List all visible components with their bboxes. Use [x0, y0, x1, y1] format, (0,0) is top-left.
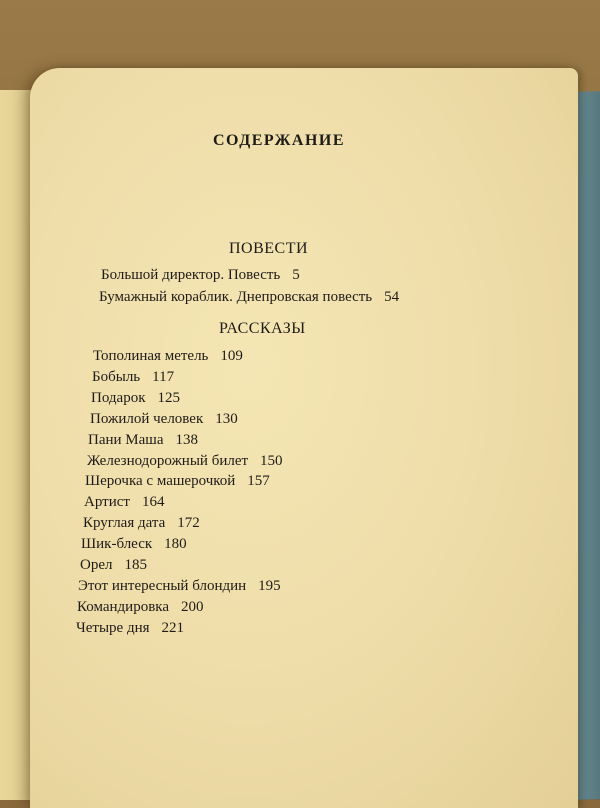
toc-entry — [93, 348, 243, 365]
toc-entry-title: Круглая дата — [83, 515, 166, 531]
toc-entry-page: 157 — [247, 473, 270, 489]
toc-entry — [101, 267, 300, 284]
toc-entry-page: 109 — [220, 348, 243, 364]
toc-entry-title: Этот интересный блондин — [78, 578, 247, 594]
toc-entry — [99, 289, 399, 306]
toc-entry-page: 164 — [141, 494, 165, 510]
toc-entry-title: Большой директор. Повесть — [101, 267, 281, 283]
toc-entry-page: 130 — [215, 411, 238, 427]
toc-entry — [91, 390, 180, 407]
toc-entry-page: 180 — [164, 536, 187, 552]
toc-entry-title: Бобыль — [92, 369, 141, 385]
section-heading-povesti: ПОВЕСТИ — [229, 240, 309, 257]
toc-entry-title: Бумажный кораблик. Днепровская повесть — [99, 289, 373, 305]
toc-entry-title: Подарок — [91, 390, 146, 406]
toc-entry-page: 138 — [175, 432, 198, 448]
toc-entry-page: 5 — [292, 267, 300, 283]
toc-entry — [87, 453, 283, 470]
toc-entry — [88, 432, 198, 449]
toc-entry-page: 117 — [152, 369, 175, 385]
toc-entry — [80, 557, 147, 574]
toc-entry-title: Командировка — [77, 599, 170, 615]
toc-entry-title: Пожилой человек — [90, 411, 204, 427]
contents-title: СОДЕРЖАНИЕ — [213, 132, 346, 149]
book-page — [30, 68, 578, 808]
toc-entry-page: 125 — [157, 390, 180, 406]
toc-entry — [92, 369, 174, 386]
toc-entry-page: 185 — [124, 557, 147, 573]
toc-entry — [84, 494, 164, 511]
toc-entry — [83, 515, 200, 532]
section-heading-rasskazy: РАССКАЗЫ — [219, 320, 306, 337]
toc-entry-page: 195 — [258, 578, 281, 594]
toc-entry-page: 172 — [177, 515, 200, 531]
toc-entry — [85, 473, 270, 490]
toc-entry — [78, 578, 281, 595]
toc-entry-title: Орел — [80, 557, 113, 573]
toc-entry-title: Шерочка с машерочкой — [85, 473, 236, 489]
toc-entry-title: Четыре дня — [76, 620, 150, 636]
toc-entry-page: 150 — [260, 453, 283, 469]
toc-entry — [81, 536, 187, 553]
toc-entry — [76, 620, 184, 637]
toc-entry-title: Артист — [84, 494, 130, 510]
toc-entry-title: Шик-блеск — [81, 536, 153, 552]
toc-entry — [77, 599, 204, 616]
toc-entry-title: Железнодорожный билет — [87, 453, 249, 469]
toc-entry — [90, 411, 238, 428]
toc-entry-title: Пани Маша — [88, 432, 164, 448]
toc-entry-page: 221 — [161, 620, 185, 636]
toc-entry-title: Тополиная метель — [93, 348, 209, 364]
toc-entry-page: 200 — [181, 599, 204, 615]
toc-entry-page: 54 — [384, 289, 400, 305]
